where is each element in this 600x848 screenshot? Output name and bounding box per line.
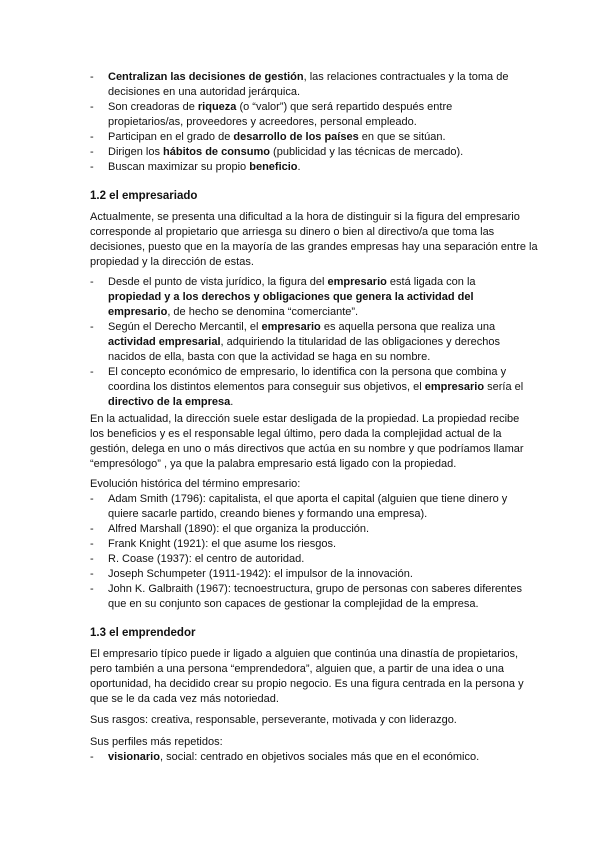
- paragraph-line: En la actualidad, la dirección suele estar desligada de la propiedad. La propiedad recibe: [90, 413, 520, 425]
- text-run: Según el Derecho Mercantil, el: [108, 321, 262, 333]
- dash-bullet: -: [90, 493, 94, 505]
- text-run: El concepto económico de empresario, lo identifica con la persona que combina y: [108, 366, 507, 378]
- list-item: [90, 145, 520, 160]
- list-item: [90, 130, 520, 145]
- text-run: .: [297, 161, 301, 173]
- text-run: sería el: [484, 381, 524, 393]
- bold-text: directivo de la empresa: [108, 396, 231, 408]
- empresariado-intro-paragraph: [90, 210, 538, 270]
- text-run: , social: centrado en objetivos sociales más que en el económico.: [159, 751, 480, 763]
- paragraph-line: Actualmente, se presenta una dificultad a la hora de distinguir si la figura del empresario: [90, 211, 520, 223]
- bold-text: empresario: [327, 276, 387, 288]
- list-item: [90, 365, 524, 410]
- text-run: Alfred Marshall (1890): el que organiza la producción.: [108, 523, 370, 535]
- evolution-title-text: Evolución histórica del término empresario:: [90, 478, 301, 490]
- perfiles-title: [90, 735, 520, 750]
- section-heading-emprendedor: 1.3 el emprendedor: [90, 627, 196, 639]
- perfiles-title-text: Sus perfiles más repetidos:: [90, 736, 223, 748]
- text-run: , de hecho se denomina “comerciante”.: [167, 306, 359, 318]
- list-item-line: [108, 70, 520, 85]
- paragraph-line: que se le da cada vez más notoriedad.: [90, 693, 279, 705]
- dash-bullet: -: [90, 553, 94, 565]
- text-run: es aquella persona que realiza una: [320, 321, 496, 333]
- list-item: [90, 160, 520, 175]
- text-run: , las relaciones contractuales y la toma de: [303, 71, 509, 83]
- bold-text: propiedad y a los derechos y obligaciones que genera la actividad del: [108, 291, 474, 303]
- paragraph-line: propiedad y la dirección de estas.: [90, 256, 254, 268]
- emprendedor-paragraph: [90, 647, 524, 707]
- section-heading-empresariado: 1.2 el empresariado: [90, 190, 198, 202]
- text-run: en que se sitúan.: [358, 131, 446, 143]
- list-item-line: [108, 597, 520, 612]
- text-run: (o “valor”) que será repartido después entre: [236, 101, 453, 113]
- list-item: [90, 750, 520, 765]
- bold-text: desarrollo de los países: [233, 131, 359, 143]
- dash-bullet: -: [90, 366, 94, 378]
- text-run: Participan en el grado de: [108, 131, 234, 143]
- bold-text: hábitos de consumo: [163, 146, 270, 158]
- dash-bullet: -: [90, 131, 94, 143]
- list-item-line: [108, 395, 520, 410]
- list-item-line: [108, 750, 520, 765]
- bold-text: beneficio: [249, 161, 298, 173]
- paragraph-line: los beneficios y es el responsable legal último, pero dada la complejidad actual de la: [90, 428, 502, 440]
- list-item-line: [108, 552, 520, 567]
- list-item: [90, 522, 520, 537]
- text-run: Dirigen los: [108, 146, 164, 158]
- text-run: Frank Knight (1921): el que asume los riesgos.: [108, 538, 337, 550]
- list-item: [90, 582, 520, 612]
- company-traits-list: [90, 70, 520, 175]
- list-item-line: [108, 567, 520, 582]
- text-run: Joseph Schumpeter (1911-1942): el impulsor de la innovación.: [108, 568, 413, 580]
- perfiles-list: [90, 750, 520, 765]
- list-item: [90, 567, 520, 582]
- dash-bullet: -: [90, 523, 94, 535]
- dash-bullet: -: [90, 101, 94, 113]
- evolution-list: [90, 492, 520, 612]
- list-item-line: [108, 522, 520, 537]
- list-item-line: [108, 492, 520, 507]
- list-item-line: [108, 100, 520, 115]
- list-item-line: [108, 130, 520, 145]
- bold-text: visionario: [108, 751, 160, 763]
- paragraph-line: oportunidad, ha decidido crear su propio negocio. Es una figura centrada en la persona y: [90, 678, 524, 690]
- list-item-line: [108, 160, 520, 175]
- dash-bullet: -: [90, 751, 94, 763]
- list-item: [90, 552, 520, 567]
- list-item-line: [108, 335, 520, 350]
- text-run: (publicidad y las técnicas de mercado).: [270, 146, 464, 158]
- text-run: , adquiriendo la titularidad de las obligaciones y derechos: [220, 336, 500, 348]
- list-item-line: [108, 85, 520, 100]
- list-item-line: [108, 350, 520, 365]
- list-item-line: [108, 537, 520, 552]
- list-item-line: [108, 380, 524, 395]
- text-run: R. Coase (1937): el centro de autoridad.: [108, 553, 305, 565]
- paragraph-line: pero también a una persona “emprendedora”, alguien que, a partir de una idea o una: [90, 663, 505, 675]
- text-run: quiere sacarle partido, creando bienes y formando una empresa).: [108, 508, 428, 520]
- bold-text: empresario: [108, 306, 168, 318]
- bold-text: empresario: [261, 321, 321, 333]
- text-run: propietarios/as, proveedores y acreedores, personal empleado.: [108, 116, 417, 128]
- paragraph-line: decisiones, puesto que en la mayoría de las grandes empresas hay una separación entre la: [90, 241, 538, 253]
- list-item-line: [108, 115, 520, 130]
- list-item-line: [108, 275, 520, 290]
- list-item: [90, 492, 520, 522]
- list-item-line: [108, 365, 520, 380]
- paragraph-line: “empresólogo” , ya que la palabra empresario está ligado con la propiedad.: [90, 458, 457, 470]
- text-run: Adam Smith (1796): capitalista, el que aporta el capital (alguien que tiene dinero y: [108, 493, 508, 505]
- text-run: .: [230, 396, 234, 408]
- paragraph-line: corresponde al propietario que arriesga su dinero o bien al directivo/a que toma las: [90, 226, 495, 238]
- dash-bullet: -: [90, 321, 94, 333]
- text-run: nacidos de ella, basta con que la actividad se haga en su nombre.: [108, 351, 431, 363]
- dash-bullet: -: [90, 71, 94, 83]
- bold-text: empresario: [424, 381, 485, 393]
- list-item: [90, 320, 520, 365]
- bold-text: riqueza: [197, 101, 237, 113]
- list-item-line: [108, 320, 520, 335]
- direccion-propiedad-paragraph: [90, 412, 524, 472]
- list-item-line: [108, 305, 520, 320]
- dash-bullet: -: [90, 276, 94, 288]
- list-item: [90, 70, 520, 100]
- list-item: [90, 537, 520, 552]
- text-run: coordina los distintos elementos para conseguir sus objetivos, el: [108, 381, 425, 393]
- rasgos-text: Sus rasgos: creativa, responsable, perseverante, motivada y con liderazgo.: [90, 714, 457, 726]
- dash-bullet: -: [90, 568, 94, 580]
- list-item: [90, 100, 520, 130]
- dash-bullet: -: [90, 146, 94, 158]
- text-run: Son creadoras de: [108, 101, 198, 113]
- list-item-line: [108, 507, 520, 522]
- empresario-definitions-list: [90, 275, 524, 410]
- bold-text: actividad empresarial: [108, 336, 221, 348]
- rasgos-paragraph: [90, 713, 520, 728]
- list-item-line: [108, 145, 520, 160]
- bold-text: Centralizan las decisiones de gestión: [108, 71, 304, 83]
- paragraph-line: El empresario típico puede ir ligado a alguien que continúa una dinastía de propietarios,: [90, 648, 519, 660]
- text-run: decisiones en una autoridad jerárquica.: [108, 86, 301, 98]
- text-run: está ligada con la: [386, 276, 476, 288]
- text-run: que en su conjunto son capaces de gestionar la complejidad de la empresa.: [108, 598, 479, 610]
- list-item-line: [108, 290, 520, 305]
- paragraph-line: gestión, delega en uno o más directivos que actúa en su nombre y que podríamos llamar: [90, 443, 524, 455]
- dash-bullet: -: [90, 583, 94, 595]
- text-run: Buscan maximizar su propio: [108, 161, 250, 173]
- text-run: Desde el punto de vista jurídico, la figura del: [108, 276, 328, 288]
- list-item-line: [108, 582, 520, 597]
- evolution-title: [90, 477, 520, 492]
- list-item: [90, 275, 520, 320]
- text-run: John K. Galbraith (1967): tecnoestructura, grupo de personas con saberes diferentes: [108, 583, 522, 595]
- dash-bullet: -: [90, 538, 94, 550]
- dash-bullet: -: [90, 161, 94, 173]
